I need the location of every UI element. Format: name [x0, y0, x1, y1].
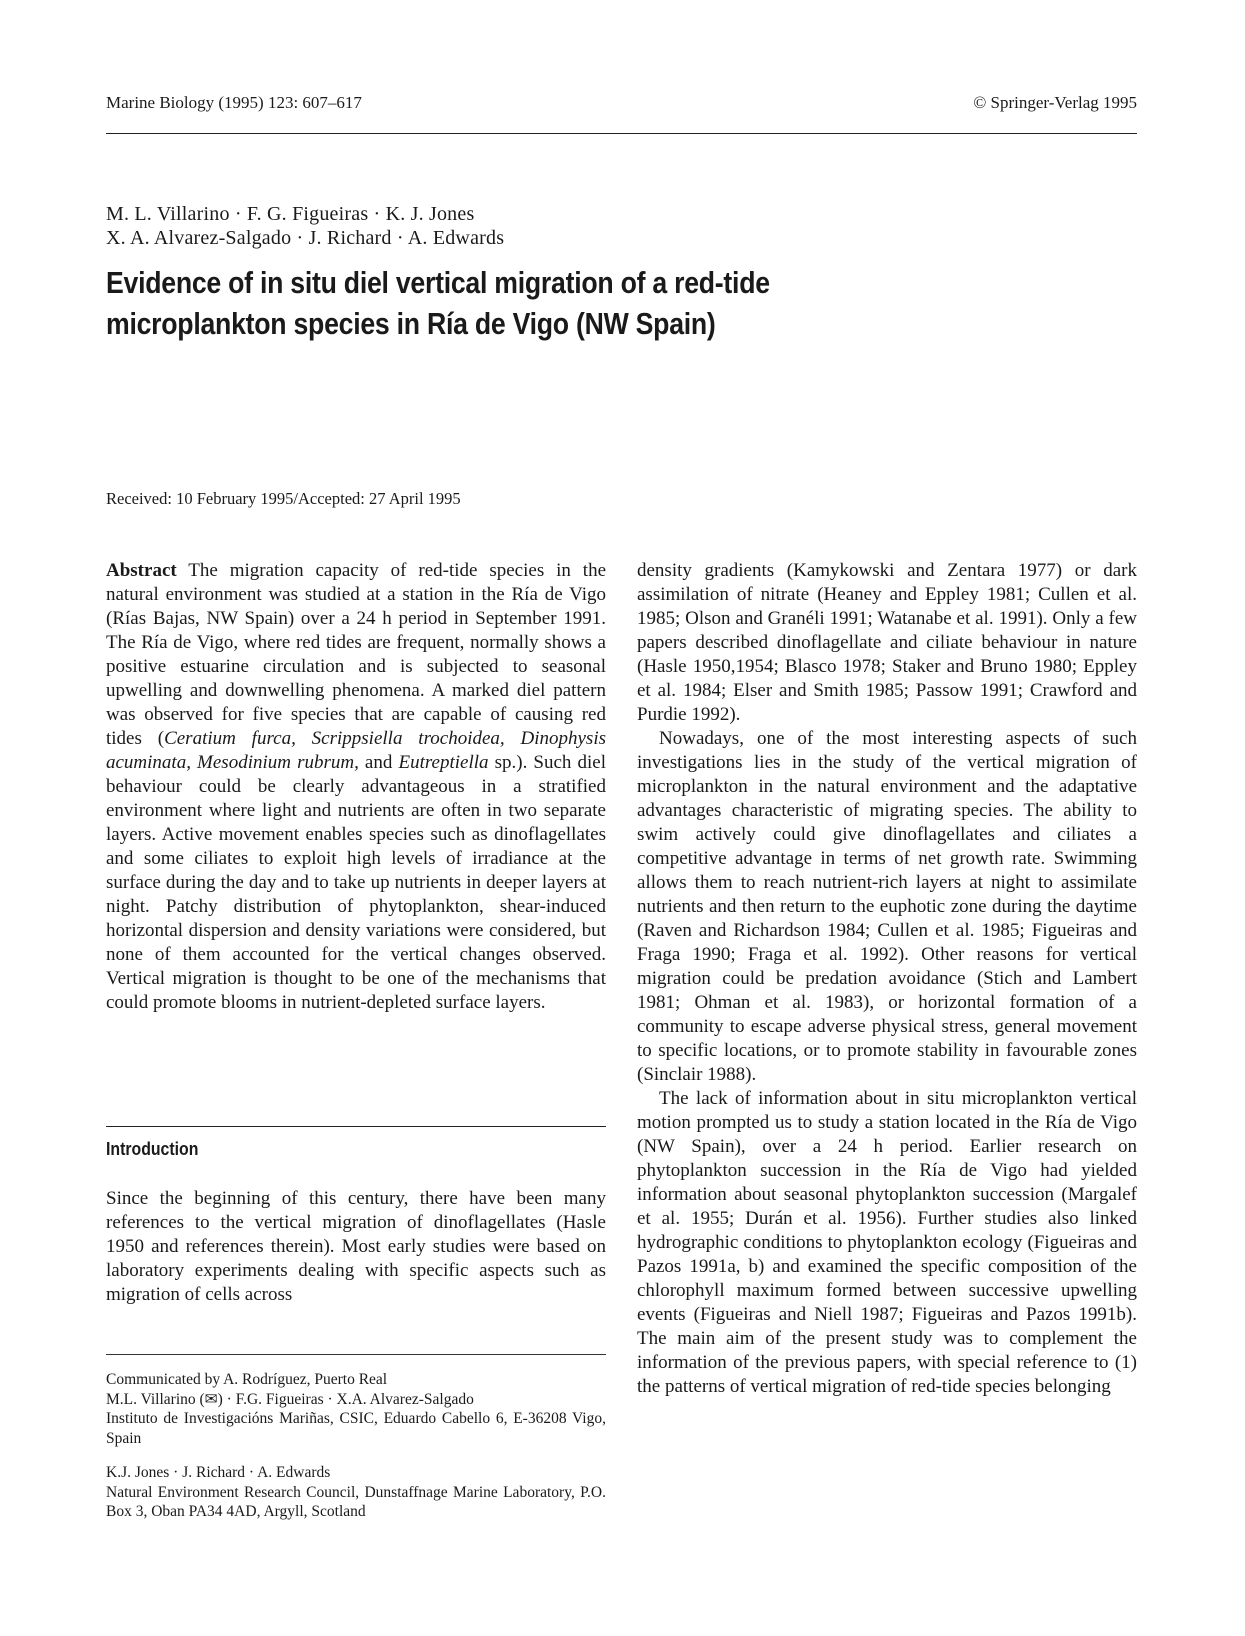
journal-citation: Marine Biology (1995) 123: 607–617: [106, 93, 362, 112]
footnote-affiliation-1: Instituto de Investigacións Mariñas, CSIC, Eduardo Cabello 6, E-36208 Vigo, Spain: [106, 1410, 606, 1447]
author-list: [106, 202, 504, 250]
footnote-affiliation-2: Natural Environment Research Council, Dunstaffnage Marine Laboratory, P.O. Box 3, Oban PA34 4AD, Argyll, Scotland: [106, 1483, 606, 1520]
introduction-heading: Introduction: [106, 1139, 199, 1159]
right-paragraph-3: The lack of information about in situ microplankton vertical motion prompted us to study a station located in the Ría de Vigo (NW Spain), over a 24 h period. Earlier research on phytoplankton succession in the Ría de Vigo had yielded information about seasonal phytoplankton succession (Margalef et al. 1955; Durán et al. 1956). Further studies also linked hydrographic conditions to phytoplankton ecology (Figueiras and Pazos 1991a, b) and examined the specific composition of the chlorophyll maximum formed between successive upwelling events (Figueiras and Niell 1987; Figueiras and Pazos 1991b). The main aim of the present study was to complement the information of the previous papers, with special reference to (1) the patterns of vertical migration of red-tide species belonging: [637, 1088, 1137, 1397]
footnote-authors-2: K.J. Jones · J. Richard · A. Edwards: [106, 1464, 331, 1481]
right-paragraph-2: Nowadays, one of the most interesting aspects of such investigations lies in the study of the vertical migration of microplankton in the natural environment and the adaptative advantages characteristic of migrating species. The ability to swim actively could give dinoflagellates and ciliates a competitive advantage in terms of net growth rate. Swimming allows them to reach nutrient-rich layers at night to assimilate nutrients and then return to the euphotic zone during the daytime (Raven and Richardson 1984; Cullen et al. 1985; Figueiras and Fraga 1990; Fraga et al. 1992). Other reasons for vertical migration could be predation avoidance (Stich and Lambert 1981; Ohman et al. 1983), or horizontal formation of a community to escape adverse physical stress, general movement to specific locations, or to promote stability in favourable zones (Sinclair 1988).: [637, 728, 1137, 1085]
abstract-text-c: sp.). Such diel behaviour could be clearly advantageous in a stratified environment where light and nutrients are often in two separate layers. Active movement enables species such as dinoflagellates and some ciliates to exploit high levels of irradiance at the surface during the day and to take up nutrients in deeper layers at night. Patchy distribution of phytoplankton, shear-induced horizontal dispersion and density variations were considered, but none of them accounted for the vertical changes observed. Vertical migration is thought to be one of the mechanisms that could promote blooms in nutrient-depleted surface layers.: [106, 752, 607, 1013]
article-title: [106, 262, 966, 344]
abstract-species-2: Eutreptiella: [398, 752, 489, 773]
footnote-rule: [106, 1354, 606, 1355]
abstract-text-a: The migration capacity of red-tide species in the natural environment was studied at a station in the Ría de Vigo (Rías Bajas, NW Spain) over a 24 h period in September 1991. The Ría de Vigo, where red tides are frequent, normally shows a positive estuarine circulation and is subjected to seasonal upwelling and downwelling phenomena. A marked diel pattern was observed for five species that are capable of causing red tides (: [106, 560, 606, 749]
header-rule: [106, 133, 1137, 134]
section-rule: [106, 1126, 606, 1127]
author-line-2: X. A. Alvarez-Salgado · J. Richard · A. Edwards: [106, 227, 505, 249]
right-paragraph-1: density gradients (Kamykowski and Zentara 1977) or dark assimilation of nitrate (Heaney and Eppley 1981; Cullen et al. 1985; Olson and Granéli 1991; Watanabe et al. 1991). Only a few papers described dinoflagellate and ciliate behaviour in nature (Hasle 1950,1954; Blasco 1978; Staker and Bruno 1980; Eppley et al. 1984; Elser and Smith 1985; Passow 1991; Crawford and Purdie 1992).: [637, 560, 1137, 725]
abstract-text-b: and: [358, 752, 399, 773]
intro-text: Since the beginning of this century, there have been many references to the vertical migration of dinoflagellates (Hasle 1950 and references therein). Most early studies were based on laboratory experiments dealing with specific aspects such as migration of cells across: [106, 1188, 606, 1305]
received-dates: Received: 10 February 1995/Accepted: 27 April 1995: [106, 489, 461, 508]
title-line-1: Evidence of in situ diel vertical migration of a red-tide: [106, 265, 770, 300]
title-line-2: microplankton species in Ría de Vigo (NW Spain): [106, 306, 716, 341]
copyright-notice: © Springer-Verlag 1995: [973, 93, 1137, 112]
abstract-species-1: Ceratium furca, Scrippsiella trochoidea, Dinophysis acuminata, Mesodinium rubrum,: [106, 728, 606, 773]
communicated-by: Communicated by A. Rodríguez, Puerto Real: [106, 1371, 388, 1388]
footnotes: [106, 1370, 606, 1522]
abstract: [106, 559, 606, 1015]
introduction-paragraph-1: [106, 1187, 606, 1307]
running-header: [106, 93, 1137, 113]
footnote-authors-1: M.L. Villarino (✉) · F.G. Figueiras · X.A. Alvarez-Salgado: [106, 1390, 474, 1408]
author-line-1: M. L. Villarino · F. G. Figueiras · K. J. Jones: [106, 203, 475, 225]
abstract-label: Abstract: [106, 560, 177, 581]
right-column: [637, 559, 1137, 1399]
